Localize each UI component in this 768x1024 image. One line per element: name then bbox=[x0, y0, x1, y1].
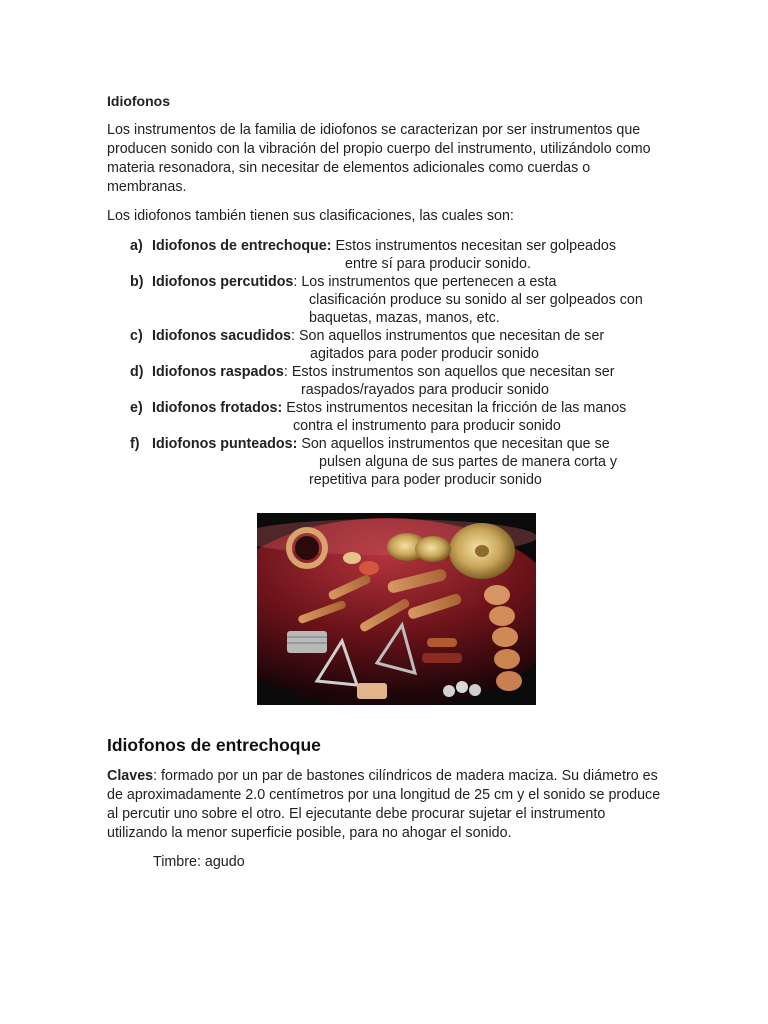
list-continuation: baquetas, mazas, manos, etc. bbox=[309, 310, 500, 326]
timbre-text: Timbre: agudo bbox=[153, 854, 245, 870]
list-marker: f) bbox=[130, 436, 140, 452]
section-title: Idiofonos bbox=[107, 93, 170, 109]
list-term: Idiofonos punteados: bbox=[152, 436, 298, 452]
idiophone-instruments-photo bbox=[257, 513, 536, 705]
instruments-illustration bbox=[257, 513, 536, 705]
list-item bbox=[130, 327, 690, 363]
list-text: Estos instrumentos necesitan ser golpeados bbox=[331, 238, 617, 254]
claves-paragraph bbox=[107, 767, 667, 843]
list-item bbox=[130, 435, 690, 489]
list-text: Estos instrumentos necesitan la fricción de las manos bbox=[282, 400, 627, 416]
list-continuation: entre sí para producir sonido. bbox=[345, 256, 531, 272]
list-item bbox=[130, 399, 690, 435]
list-marker: e) bbox=[130, 400, 143, 416]
claves-text: : formado por un par de bastones cilíndricos de madera maciza. Su diámetro es de aproximadamente 2.0 centímetros por una longitud de 25 cm y el sonido se produce al percutir uno sobre el otro. El ejecutante debe procurar sujetar el instrumento utilizando la menor superficie posible, para no ahogar el sonido. bbox=[107, 768, 661, 841]
list-continuation: agitados para poder producir sonido bbox=[310, 346, 539, 362]
list-continuation: repetitiva para poder producir sonido bbox=[309, 472, 542, 488]
subsection-title: Idiofonos de entrechoque bbox=[107, 735, 321, 755]
list-continuation: contra el instrumento para producir sonido bbox=[293, 418, 561, 434]
list-marker: c) bbox=[130, 328, 143, 344]
list-text: : Son aquellos instrumentos que necesitan de ser bbox=[291, 328, 605, 344]
list-continuation: clasificación produce su sonido al ser golpeados con bbox=[309, 292, 643, 308]
list-marker: b) bbox=[130, 274, 144, 290]
list-continuation: raspados/rayados para producir sonido bbox=[301, 382, 549, 398]
list-term: Idiofonos frotados: bbox=[152, 400, 283, 416]
classification-list bbox=[130, 237, 690, 489]
list-item bbox=[130, 237, 690, 273]
claves-term: Claves bbox=[107, 768, 154, 784]
list-continuation: pulsen alguna de sus partes de manera corta y bbox=[319, 454, 618, 470]
list-term: Idiofonos percutidos bbox=[152, 274, 294, 290]
list-marker: d) bbox=[130, 364, 144, 380]
intro-paragraph: Los instrumentos de la familia de idiofonos se caracterizan por ser instrumentos que producen sonido con la vibración del propio cuerpo del instrumento, utilizándolo como materia resonadora, sin necesitar de elementos adicionales como cuerdas o membranas. bbox=[107, 122, 651, 195]
list-term: Idiofonos sacudidos bbox=[152, 328, 292, 344]
list-text: Son aquellos instrumentos que necesitan que se bbox=[297, 436, 610, 452]
list-marker: a) bbox=[130, 238, 143, 254]
list-term: Idiofonos raspados bbox=[152, 364, 284, 380]
list-text: : Estos instrumentos son aquellos que necesitan ser bbox=[283, 364, 615, 380]
list-item bbox=[130, 273, 690, 327]
list-text: : Los instrumentos que pertenecen a esta bbox=[293, 274, 557, 290]
list-term: Idiofonos de entrechoque: bbox=[152, 238, 332, 254]
classification-intro: Los idiofonos también tienen sus clasificaciones, las cuales son: bbox=[107, 208, 514, 224]
list-item bbox=[130, 363, 690, 399]
